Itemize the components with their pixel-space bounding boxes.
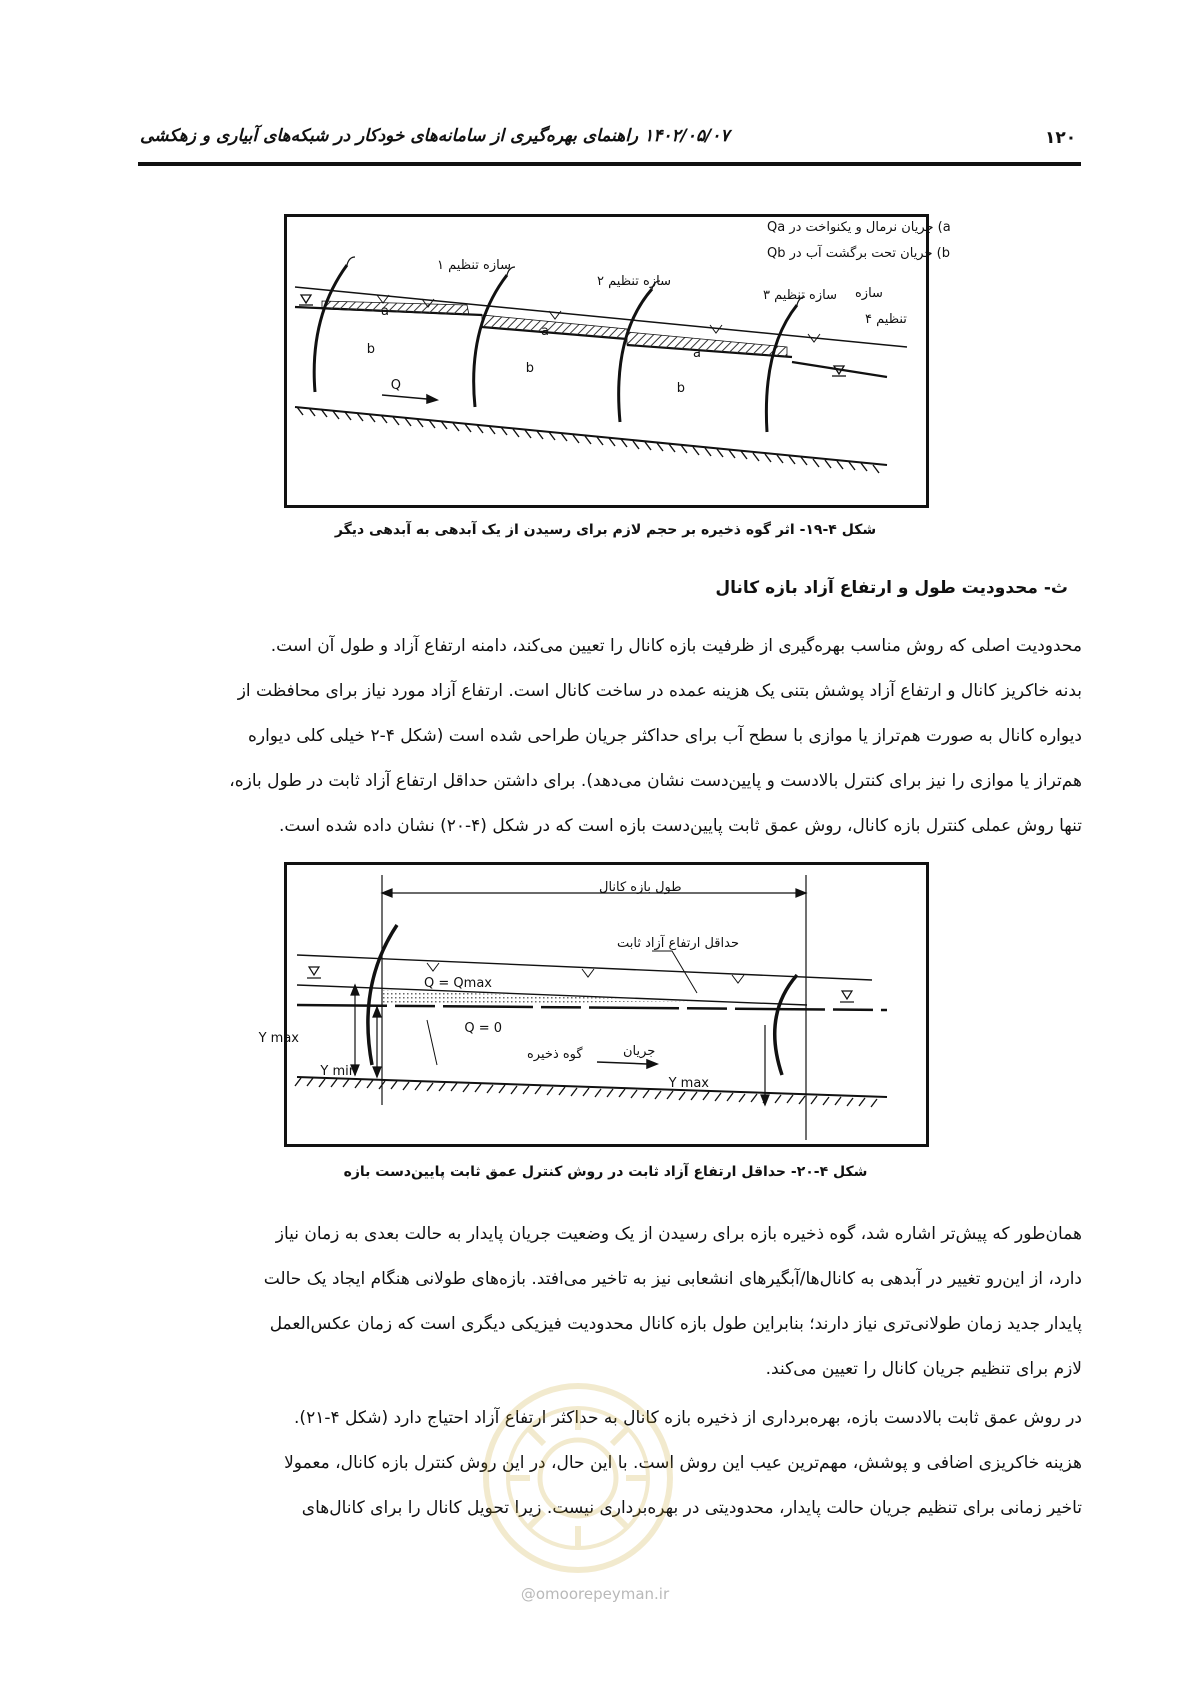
reach-length-label: طول بازه کانال xyxy=(599,880,682,895)
legend-a: a) جریان نرمال و یکنواخت در Qa xyxy=(767,220,951,235)
paragraph-1-line: محدودیت اصلی که روش مناسب بهره‌گیری از ظرفیت بازه کانال را تعیین می‌کند، دامنه ارتفاع آزاد و طول آن است. xyxy=(270,636,1082,656)
watermark-text: @omoorepeyman.ir xyxy=(520,1585,670,1603)
gate-pivots xyxy=(347,257,805,305)
figure-storage-wedge-effect xyxy=(284,214,951,508)
flow-arrow xyxy=(597,1060,657,1068)
canal-bed-line xyxy=(297,1077,887,1097)
paragraph-3-line: در روش عمق ثابت بالادست بازه، بهره‌برداری از ذخیره بازه کانال به حداکثر ارتفاع آزاد احتیاج دارد (شکل ۴-۲۱). xyxy=(294,1408,1082,1428)
structure4-label-line1: سازه xyxy=(855,286,883,301)
ymax-left-dimension xyxy=(351,985,359,1075)
paragraph-1-line: تنها روش عملی کنترل بازه کانال، روش عمق ثابت پایین‌دست بازه است که در شکل (۴-۲۰) نشان داده شده است. xyxy=(279,816,1082,836)
figure1-caption: شکل ۴-۱۹- اثر گوه ذخیره بر حجم لازم برای رسیدن از یک آبدهی به آبدهی دیگر xyxy=(334,522,877,538)
paragraph-1-line: دیواره کانال به صورت هم‌تراز یا موازی با سطح آب برای حداکثر جریان طراحی شده است (شکل ۴-۲ خیلی کلی دیواره xyxy=(247,726,1082,746)
paragraph-2 xyxy=(140,1212,1082,1392)
canal-bed-hatch xyxy=(297,407,879,473)
paragraph-2-line: پایدار جدید زمان طولانی‌تری نیاز دارند؛ بنابراین طول بازه کانال محدودیت فیزیکی دیگری است که زمان عکس‌العمل xyxy=(269,1314,1082,1334)
top-bank-line xyxy=(297,955,872,980)
ymin-label: Y min xyxy=(320,1064,357,1079)
min-freeboard-label: حداقل ارتفاع آزاد ثابت xyxy=(617,936,739,951)
label-b-1: b xyxy=(366,342,375,357)
seal-icon xyxy=(478,1378,678,1578)
structure1-label: سازه تنظیم ۱ xyxy=(437,258,511,273)
label-a-3: a xyxy=(693,346,701,361)
label-b-3: b xyxy=(676,381,685,396)
ymin-dimension xyxy=(373,1005,381,1077)
paragraph-3-line: هزینه خاکریزی اضافی و پوشش، مهم‌ترین عیب این روش است. با این حال، در این روش کنترل بازه کانال، معمولا xyxy=(284,1453,1082,1473)
storage-wedge-label: گوه ذخیره xyxy=(527,1047,583,1062)
paragraph-2-line: همان‌طور که پیش‌تر اشاره شد، گوه ذخیره بازه برای رسیدن از یک وضعیت جریان پایدار به حالت بعدی به زمان نیاز xyxy=(275,1224,1082,1244)
paragraph-1-line: هم‌تراز یا موازی را نیز برای کنترل بالادست و پایین‌دست نشان می‌دهد). برای داشتن حداقل ارتفاع آزاد ثابت در طول بازه، xyxy=(229,771,1082,791)
qmax-label: Q = Qmax xyxy=(424,976,492,991)
ymax-left-label: Y max xyxy=(258,1031,299,1046)
flow-label: Q xyxy=(390,378,401,393)
ymax-right-label: Y max xyxy=(668,1076,709,1091)
flow-label: جریان xyxy=(623,1044,656,1059)
figure1-drawing xyxy=(287,217,951,505)
label-b-2: b xyxy=(525,361,534,376)
running-header-title: ۱۴۰۲/۰۵/۰۷ راهنمای بهره‌گیری از سامانه‌های خودکار در شبکه‌های آبیاری و زهکشی xyxy=(140,126,730,146)
paragraph-3-line: تاخیر زمانی برای تنظیم جریان حالت پایدار، محدودیتی در بهره‌برداری نیست. زیرا تحویل کانال را برای کانال‌های xyxy=(301,1498,1082,1518)
structure3-label: سازه تنظیم ۳ xyxy=(763,288,837,303)
figure-min-freeboard xyxy=(258,862,929,1147)
structure4-label-line2: تنظیم ۴ xyxy=(865,312,907,327)
paragraph-1 xyxy=(140,624,1082,849)
paragraph-1-line: بدنه خاکریز کانال و ارتفاع آزاد پوشش بتنی یک هزینه عمده در ساخت کانال است. ارتفاع آزاد مورد نیاز برای محافظت از xyxy=(237,681,1082,701)
q0-water-surface xyxy=(297,1005,887,1010)
q0-label: Q = 0 xyxy=(464,1021,502,1036)
legend-b: b) جریان تحت برگشت آب در Qb xyxy=(767,246,950,261)
canal-bed-line xyxy=(295,407,887,465)
label-a-1: a xyxy=(381,304,389,319)
structure2-label: سازه تنظیم ۲ xyxy=(597,274,671,289)
header-rule xyxy=(138,162,1081,166)
label-a-2: a xyxy=(541,324,549,339)
section-heading: ث- محدودیت طول و ارتفاع آزاد بازه کانال xyxy=(715,578,1068,598)
storage-wedge-area xyxy=(382,990,697,1005)
paragraph-2-line: لازم برای تنظیم جریان کانال را تعیین می‌کند. xyxy=(765,1359,1082,1379)
figure2-caption: شکل ۴-۲۰- حداقل ارتفاع آزاد ثابت در روش کنترل عمق ثابت پایین‌دست بازه xyxy=(343,1164,868,1180)
paragraph-2-line: دارد، از این‌رو تغییر در آبدهی به کانال‌ها/آبگیرهای انشعابی نیز به تاخیر می‌افتد. بازه‌های طولانی هنگام ایجاد یک حالت xyxy=(263,1269,1082,1289)
figure2-drawing xyxy=(258,865,926,1144)
page-number: ۱۲۰ xyxy=(1045,128,1077,148)
watermark-seal xyxy=(478,1378,678,1578)
flow-arrow xyxy=(382,395,437,403)
